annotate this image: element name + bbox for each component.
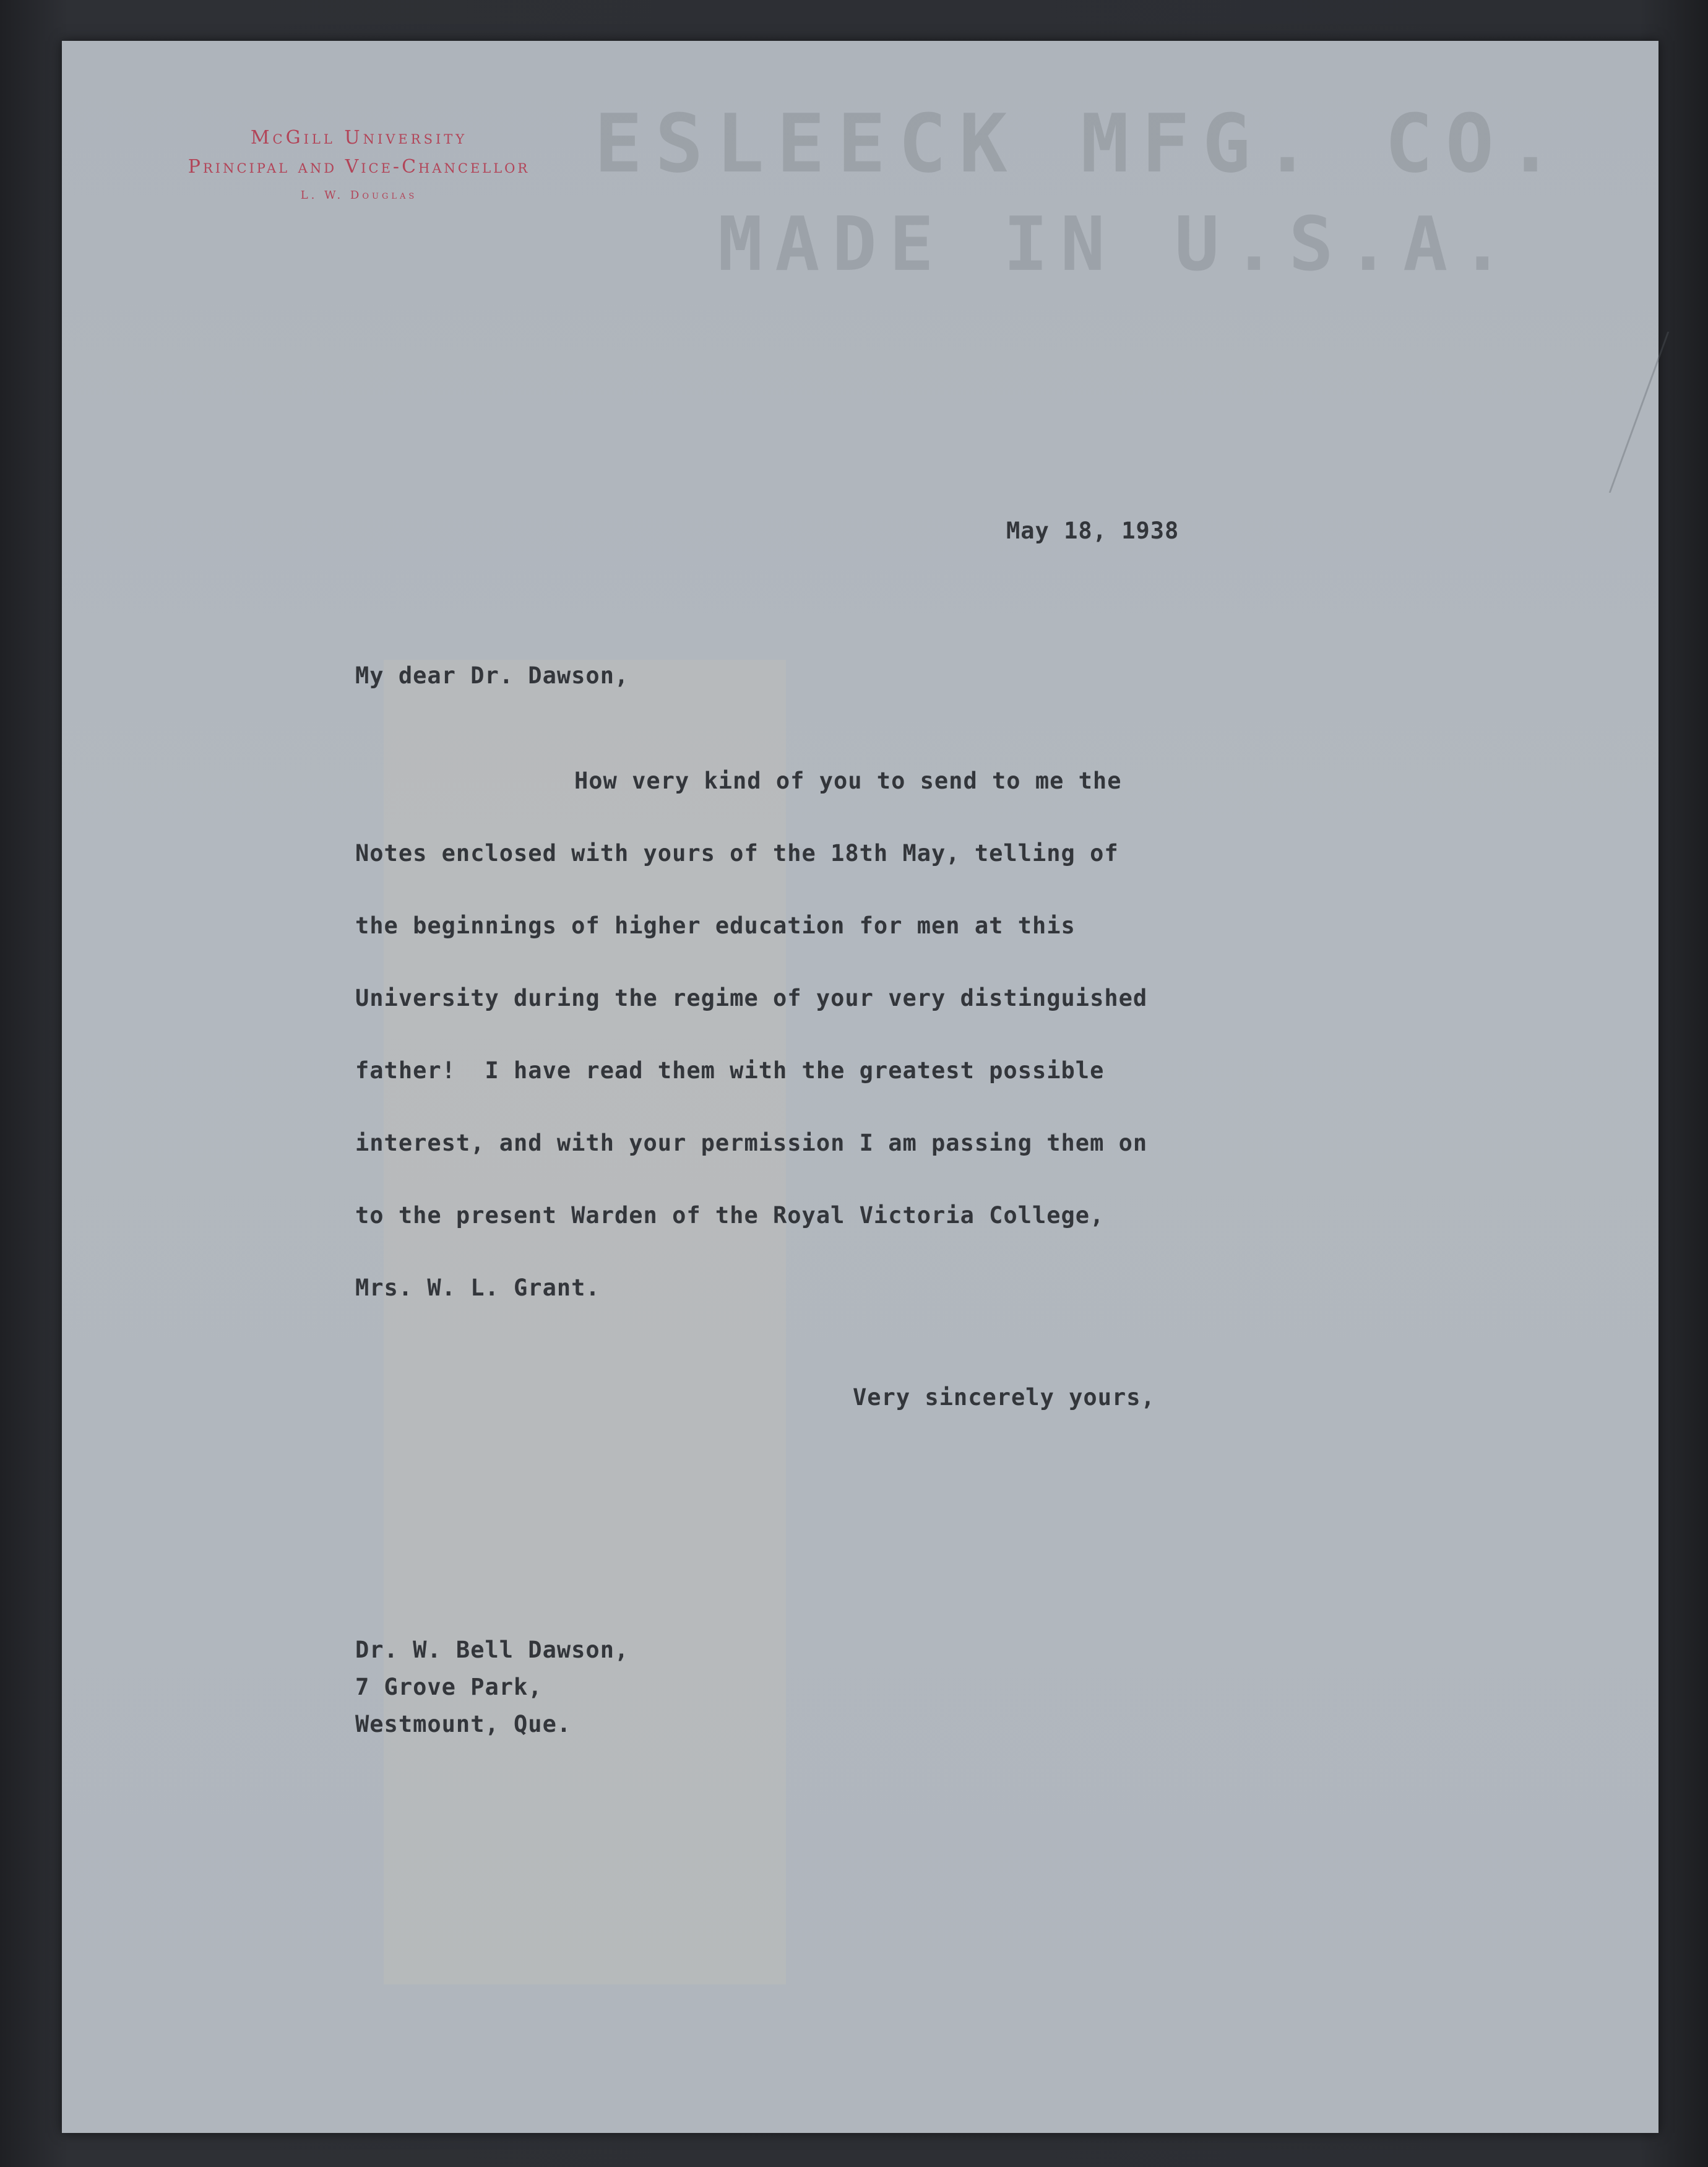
recipient-address: [355, 1632, 629, 1743]
letter-page: [62, 41, 1658, 2133]
letter-salutation: My dear Dr. Dawson,: [355, 662, 629, 689]
body-line: Mrs. W. L. Grant.: [355, 1274, 600, 1301]
body-line: the beginnings of higher education for men at this: [355, 912, 1076, 939]
letterhead: [136, 125, 582, 208]
address-line: Westmount, Que.: [355, 1711, 572, 1737]
letterhead-office: Principal and Vice-Chancellor: [188, 156, 530, 178]
letter-body: [355, 765, 1358, 1344]
paper-watermark: [594, 97, 1584, 319]
paper-crease: [1535, 332, 1670, 493]
address-line: Dr. W. Bell Dawson,: [355, 1637, 629, 1663]
body-line: University during the regime of your very distinguished: [355, 985, 1148, 1011]
letterhead-university: McGill University: [250, 127, 468, 149]
body-line: to the present Warden of the Royal Victoria College,: [355, 1202, 1105, 1229]
body-line: Notes enclosed with yours of the 18th May, telling of: [355, 840, 1119, 867]
watermark-line-1: ESLEECK MFG. CO.: [594, 97, 1568, 191]
body-line: How very kind of you to send to me the: [574, 768, 1122, 794]
watermark-line-2: MADE IN U.S.A.: [718, 202, 1517, 288]
letter-closing: Very sincerely yours,: [853, 1384, 1155, 1411]
address-line: 7 Grove Park,: [355, 1674, 543, 1700]
body-line: interest, and with your permission I am passing them on: [355, 1130, 1148, 1156]
letter-date: May 18, 1938: [1006, 517, 1180, 544]
letterhead-name: L. W. Douglas: [300, 189, 418, 202]
body-line: father! I have read them with the greatest possible: [355, 1057, 1105, 1084]
